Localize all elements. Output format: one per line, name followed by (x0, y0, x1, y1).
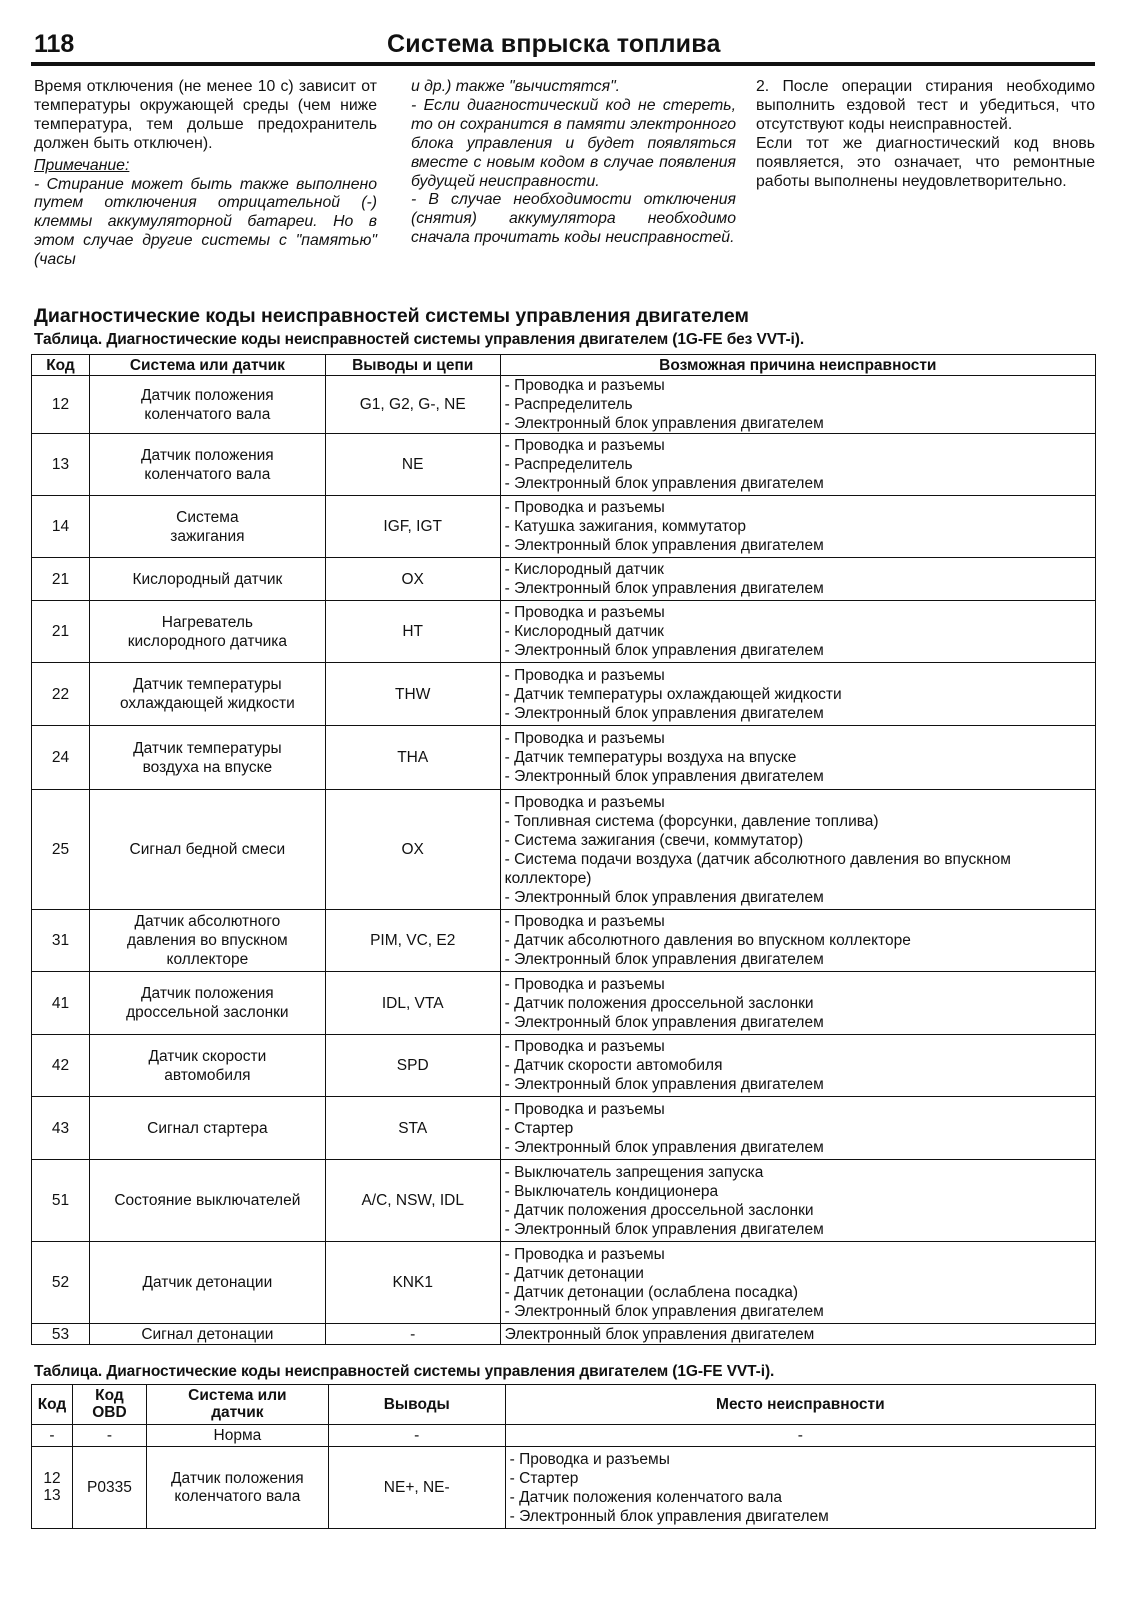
cause-item: - Проводка и разъемы (509, 1450, 670, 1468)
step-2-paragraph: 2. После операции стирания необходимо выполнить ездовой тест и убедиться, что отсутствуют коды неисправностей. (756, 78, 1095, 133)
cell-pins: SPD (325, 1035, 500, 1097)
cell-pins: IDL, VTA (325, 972, 500, 1035)
cell-obd-code: - (72, 1425, 146, 1447)
cause-item: - Топливная система (форсунки, давление топлива) (504, 812, 879, 830)
cell-code (32, 1447, 73, 1529)
cause-item: - Проводка и разъемы (504, 730, 665, 747)
causes-list (505, 436, 1092, 493)
cause-item: Электронный блок управления двигателем (504, 1325, 815, 1343)
intro-column-2 (411, 78, 736, 248)
cell-system (89, 496, 325, 558)
cell-code: 22 (32, 663, 90, 726)
cell-code: 13 (32, 434, 90, 496)
cell-system (89, 376, 325, 434)
header-obd-code (72, 1385, 146, 1425)
cell-system (89, 910, 325, 972)
repeat-code-paragraph: Если тот же диагностический код вновь появляется, это означает, что ремонтные работы выполнены неудовлетворительно. (756, 134, 1095, 190)
cell-pins: HT (325, 601, 500, 663)
cell-system (89, 1242, 325, 1324)
code-text: 12 13 (43, 1470, 61, 1504)
cell-pins: THA (325, 726, 500, 790)
cell-causes (500, 1242, 1095, 1324)
page-number: 118 (34, 30, 75, 58)
header-causes: Возможная причина неисправности (500, 355, 1095, 376)
cell-code (32, 1425, 73, 1447)
cell-code: 53 (32, 1324, 90, 1345)
cell-code: 52 (32, 1242, 90, 1324)
cause-item: - Система подачи воздуха (датчик абсолютного давления во впускном коллекторе) (504, 850, 1011, 887)
cell-causes (500, 1160, 1095, 1242)
cause-item: - Датчик детонации (ослаблена посадка) (504, 1283, 799, 1301)
cause-item: - Система зажигания (свечи, коммутатор) (504, 831, 804, 849)
cell-causes (500, 972, 1095, 1035)
cause-item: - Датчик детонации (504, 1264, 644, 1282)
cell-system (89, 434, 325, 496)
cause-item: - Датчик температуры воздуха на впуске (504, 749, 797, 766)
dtc-table-1g-fe-vvti (31, 1384, 1096, 1529)
system-text: Сигнал бедной смеси (129, 841, 286, 858)
system-text: Датчик абсолютного давления во впускном коллекторе (127, 913, 288, 968)
table-row (32, 1035, 1096, 1097)
code-text: - (49, 1427, 55, 1444)
cell-pins: THW (325, 663, 500, 726)
causes-list (505, 1100, 1092, 1157)
table-header-row (32, 355, 1096, 376)
cause-item: - Кислородный датчик (504, 623, 664, 640)
header-pins: Выводы и цепи (325, 355, 500, 376)
table-row (32, 663, 1096, 726)
page-header (31, 28, 1095, 66)
cause-item: - Электронный блок управления двигателем (504, 415, 824, 432)
table-row (32, 1160, 1096, 1242)
intro-column-3 (756, 78, 1095, 191)
system-text: Датчик положения коленчатого вала (141, 446, 274, 483)
cell-code: 14 (32, 496, 90, 558)
cause-item: - Проводка и разъемы (504, 975, 665, 993)
table-row (32, 1425, 1096, 1447)
cell-system (89, 1324, 325, 1345)
cause-item: - Выключатель запрещения запуска (504, 1163, 764, 1181)
cause-item: - Стартер (509, 1469, 579, 1487)
intro-paragraph: Время отключения (не менее 10 с) зависит от температуры окружающей среды (чем ниже температура, тем дольше предохранитель должен быть отключен). (34, 78, 377, 152)
cell-system (89, 558, 325, 601)
cause-item: - Электронный блок управления двигателем (509, 1507, 829, 1525)
cause-item: - Выключатель кондиционера (504, 1182, 719, 1200)
table-row (32, 558, 1096, 601)
system-text: Датчик температуры воздуха на впуске (133, 739, 282, 776)
cell-pins: - (328, 1425, 505, 1447)
cell-pins: IGF, IGT (325, 496, 500, 558)
cause-item: - Проводка и разъемы (504, 913, 665, 930)
causes-list (505, 729, 1092, 786)
cell-code: 21 (32, 601, 90, 663)
cause-item: - Электронный блок управления двигателем (504, 951, 824, 968)
table-row (32, 496, 1096, 558)
cell-pins: NE (325, 434, 500, 496)
system-text: Датчик температуры охлаждающей жидкости (119, 676, 295, 712)
note-bullet-1: - Если диагностический код не стереть, то он сохранится в памяти электронного блока управления и будет появляться вместе с новым кодом в случае появления будущей неисправности. (411, 96, 736, 190)
cell-system (146, 1425, 328, 1447)
cause-item: - Датчик температуры охлаждающей жидкости (504, 685, 842, 703)
cause-item: - Электронный блок управления двигателем (504, 1302, 824, 1320)
cause-item: - Датчик скорости автомобиля (504, 1057, 723, 1074)
cause-item: - Распределитель (504, 456, 633, 473)
table-row (32, 972, 1096, 1035)
cell-code: 41 (32, 972, 90, 1035)
header-obd-code-text: Код OBD (92, 1387, 127, 1421)
causes-list (505, 666, 1092, 723)
header-code: Код (32, 355, 90, 376)
cell-code: 42 (32, 1035, 90, 1097)
cell-code: 43 (32, 1097, 90, 1160)
cell-system (89, 1160, 325, 1242)
causes-list (505, 793, 1092, 907)
causes-list (509, 1426, 1092, 1445)
cause-item: - (797, 1427, 803, 1444)
causes-list (505, 912, 1092, 969)
cell-code: 21 (32, 558, 90, 601)
causes-list (505, 1325, 1092, 1344)
table-row (32, 726, 1096, 790)
system-text: Нагреватель кислородного датчика (127, 613, 288, 650)
table-row (32, 790, 1096, 910)
cause-item: - Проводка и разъемы (504, 437, 665, 454)
causes-list (505, 975, 1092, 1032)
cell-pins: STA (325, 1097, 500, 1160)
note-text: - Стирание может быть также выполнено путем отключения отрицательной (-) клеммы аккумуляторной батареи. Но в этом случае другие системы с "памятью" (часы (34, 175, 377, 269)
cell-pins: A/C, NSW, IDL (325, 1160, 500, 1242)
cause-item: - Электронный блок управления двигателем (504, 537, 824, 554)
cause-item: - Электронный блок управления двигателем (504, 1220, 824, 1238)
cell-causes (500, 910, 1095, 972)
causes-list (505, 603, 1092, 660)
header-system-text: Система или датчик (188, 1387, 287, 1421)
system-text: Система зажигания (170, 508, 245, 545)
note-continuation: и др.) также "вычистятся". (411, 78, 621, 95)
header-system: Система или датчик (89, 355, 325, 376)
note-bullet-2: - В случае необходимости отключения (снятия) аккумулятора необходимо сначала прочитать коды неисправностей. (411, 191, 736, 247)
cell-causes (500, 376, 1095, 434)
cell-causes (500, 726, 1095, 790)
cell-causes (500, 558, 1095, 601)
cell-location (505, 1447, 1095, 1529)
table-row (32, 1097, 1096, 1160)
cause-item: - Электронный блок управления двигателем (504, 475, 824, 492)
causes-list (505, 498, 1092, 555)
cell-system (89, 1035, 325, 1097)
cell-pins: PIM, VC, E2 (325, 910, 500, 972)
cause-item: - Проводка и разъемы (504, 499, 665, 516)
cause-item: - Проводка и разъемы (504, 666, 665, 684)
table-row (32, 601, 1096, 663)
causes-list (505, 376, 1092, 433)
table2-caption: Таблица. Диагностические коды неисправностей системы управления двигателем (1G-FE VVT-i). (34, 1363, 775, 1380)
cell-causes (500, 601, 1095, 663)
page-title: Система впрыска топлива (387, 30, 721, 58)
table-row (32, 1324, 1096, 1345)
cause-item: - Датчик положения коленчатого вала (509, 1488, 783, 1506)
cell-code: 25 (32, 790, 90, 910)
header-code: Код (32, 1385, 73, 1425)
cell-causes (500, 1324, 1095, 1345)
system-text: Сигнал стартера (147, 1119, 268, 1137)
causes-list (505, 1037, 1092, 1094)
note-label: Примечание: (34, 156, 130, 174)
intro-column-1 (34, 78, 377, 270)
system-text: Датчик скорости автомобиля (148, 1047, 267, 1084)
cell-pins: OX (325, 558, 500, 601)
cause-item: - Электронный блок управления двигателем (504, 1013, 824, 1031)
cause-item: - Электронный блок управления двигателем (504, 704, 824, 722)
causes-list (505, 1245, 1092, 1321)
cell-pins: NE+, NE- (328, 1447, 505, 1529)
cell-system (89, 601, 325, 663)
cause-item: - Датчик положения дроссельной заслонки (504, 1201, 814, 1219)
system-text: Датчик детонации (142, 1274, 273, 1291)
cause-item: - Электронный блок управления двигателем (504, 768, 824, 785)
cell-code: 51 (32, 1160, 90, 1242)
cell-code: 31 (32, 910, 90, 972)
cell-obd-code: P0335 (72, 1447, 146, 1529)
cell-causes (500, 496, 1095, 558)
cell-causes (500, 1097, 1095, 1160)
cell-causes (500, 1035, 1095, 1097)
table1-caption: Таблица. Диагностические коды неисправностей системы управления двигателем (1G-FE без VVT-i). (34, 331, 805, 348)
table-header-row (32, 1385, 1096, 1425)
cell-system (89, 1097, 325, 1160)
causes-list (505, 1163, 1092, 1239)
cause-item: - Распределитель (504, 396, 633, 413)
system-text: Норма (213, 1427, 262, 1444)
cell-code: 24 (32, 726, 90, 790)
cause-item: - Проводка и разъемы (504, 604, 665, 621)
cell-system (89, 790, 325, 910)
cell-system (89, 726, 325, 790)
table-row (32, 1447, 1096, 1529)
cell-pins: OX (325, 790, 500, 910)
cause-item: - Проводка и разъемы (504, 1245, 665, 1263)
cell-causes (500, 434, 1095, 496)
cause-item: - Электронный блок управления двигателем (504, 888, 824, 906)
causes-list (510, 1450, 1092, 1526)
system-text: Датчик положения коленчатого вала (141, 386, 274, 423)
cause-item: - Стартер (504, 1119, 574, 1137)
cell-system (146, 1447, 328, 1529)
cell-pins: G1, G2, G-, NE (325, 376, 500, 434)
cause-item: - Проводка и разъемы (504, 1038, 665, 1055)
cause-item: - Электронный блок управления двигателем (504, 580, 824, 597)
cell-causes (500, 663, 1095, 726)
cell-pins: KNK1 (325, 1242, 500, 1324)
causes-list (505, 560, 1092, 598)
header-location: Место неисправности (505, 1385, 1095, 1425)
cell-location (505, 1425, 1095, 1447)
cell-system (89, 663, 325, 726)
system-text: Состояние выключателей (114, 1192, 301, 1209)
cause-item: - Кислородный датчик (504, 561, 664, 578)
cause-item: - Проводка и разъемы (504, 793, 665, 811)
cause-item: - Датчик абсолютного давления во впускном коллекторе (504, 932, 911, 949)
cell-system (89, 972, 325, 1035)
system-text: Кислородный датчик (132, 570, 283, 588)
cell-causes (500, 790, 1095, 910)
cause-item: - Датчик положения дроссельной заслонки (504, 994, 814, 1012)
table-row (32, 376, 1096, 434)
table-row (32, 910, 1096, 972)
system-text: Сигнал детонации (141, 1325, 274, 1343)
dtc-table-1g-fe (31, 354, 1096, 1345)
section-heading: Диагностические коды неисправностей системы управления двигателем (34, 305, 749, 327)
cell-pins: - (325, 1324, 500, 1345)
cause-item: - Проводка и разъемы (504, 1100, 665, 1118)
cause-item: - Электронный блок управления двигателем (504, 642, 824, 659)
table-row (32, 1242, 1096, 1324)
cause-item: - Электронный блок управления двигателем (504, 1076, 824, 1093)
header-pins: Выводы (328, 1385, 505, 1425)
system-text: Датчик положения коленчатого вала (171, 1469, 304, 1505)
header-system (146, 1385, 328, 1425)
table-row (32, 434, 1096, 496)
cause-item: - Электронный блок управления двигателем (504, 1138, 824, 1156)
cause-item: - Проводка и разъемы (504, 377, 665, 394)
cell-code: 12 (32, 376, 90, 434)
cause-item: - Катушка зажигания, коммутатор (504, 518, 747, 535)
system-text: Датчик положения дроссельной заслонки (126, 985, 289, 1021)
